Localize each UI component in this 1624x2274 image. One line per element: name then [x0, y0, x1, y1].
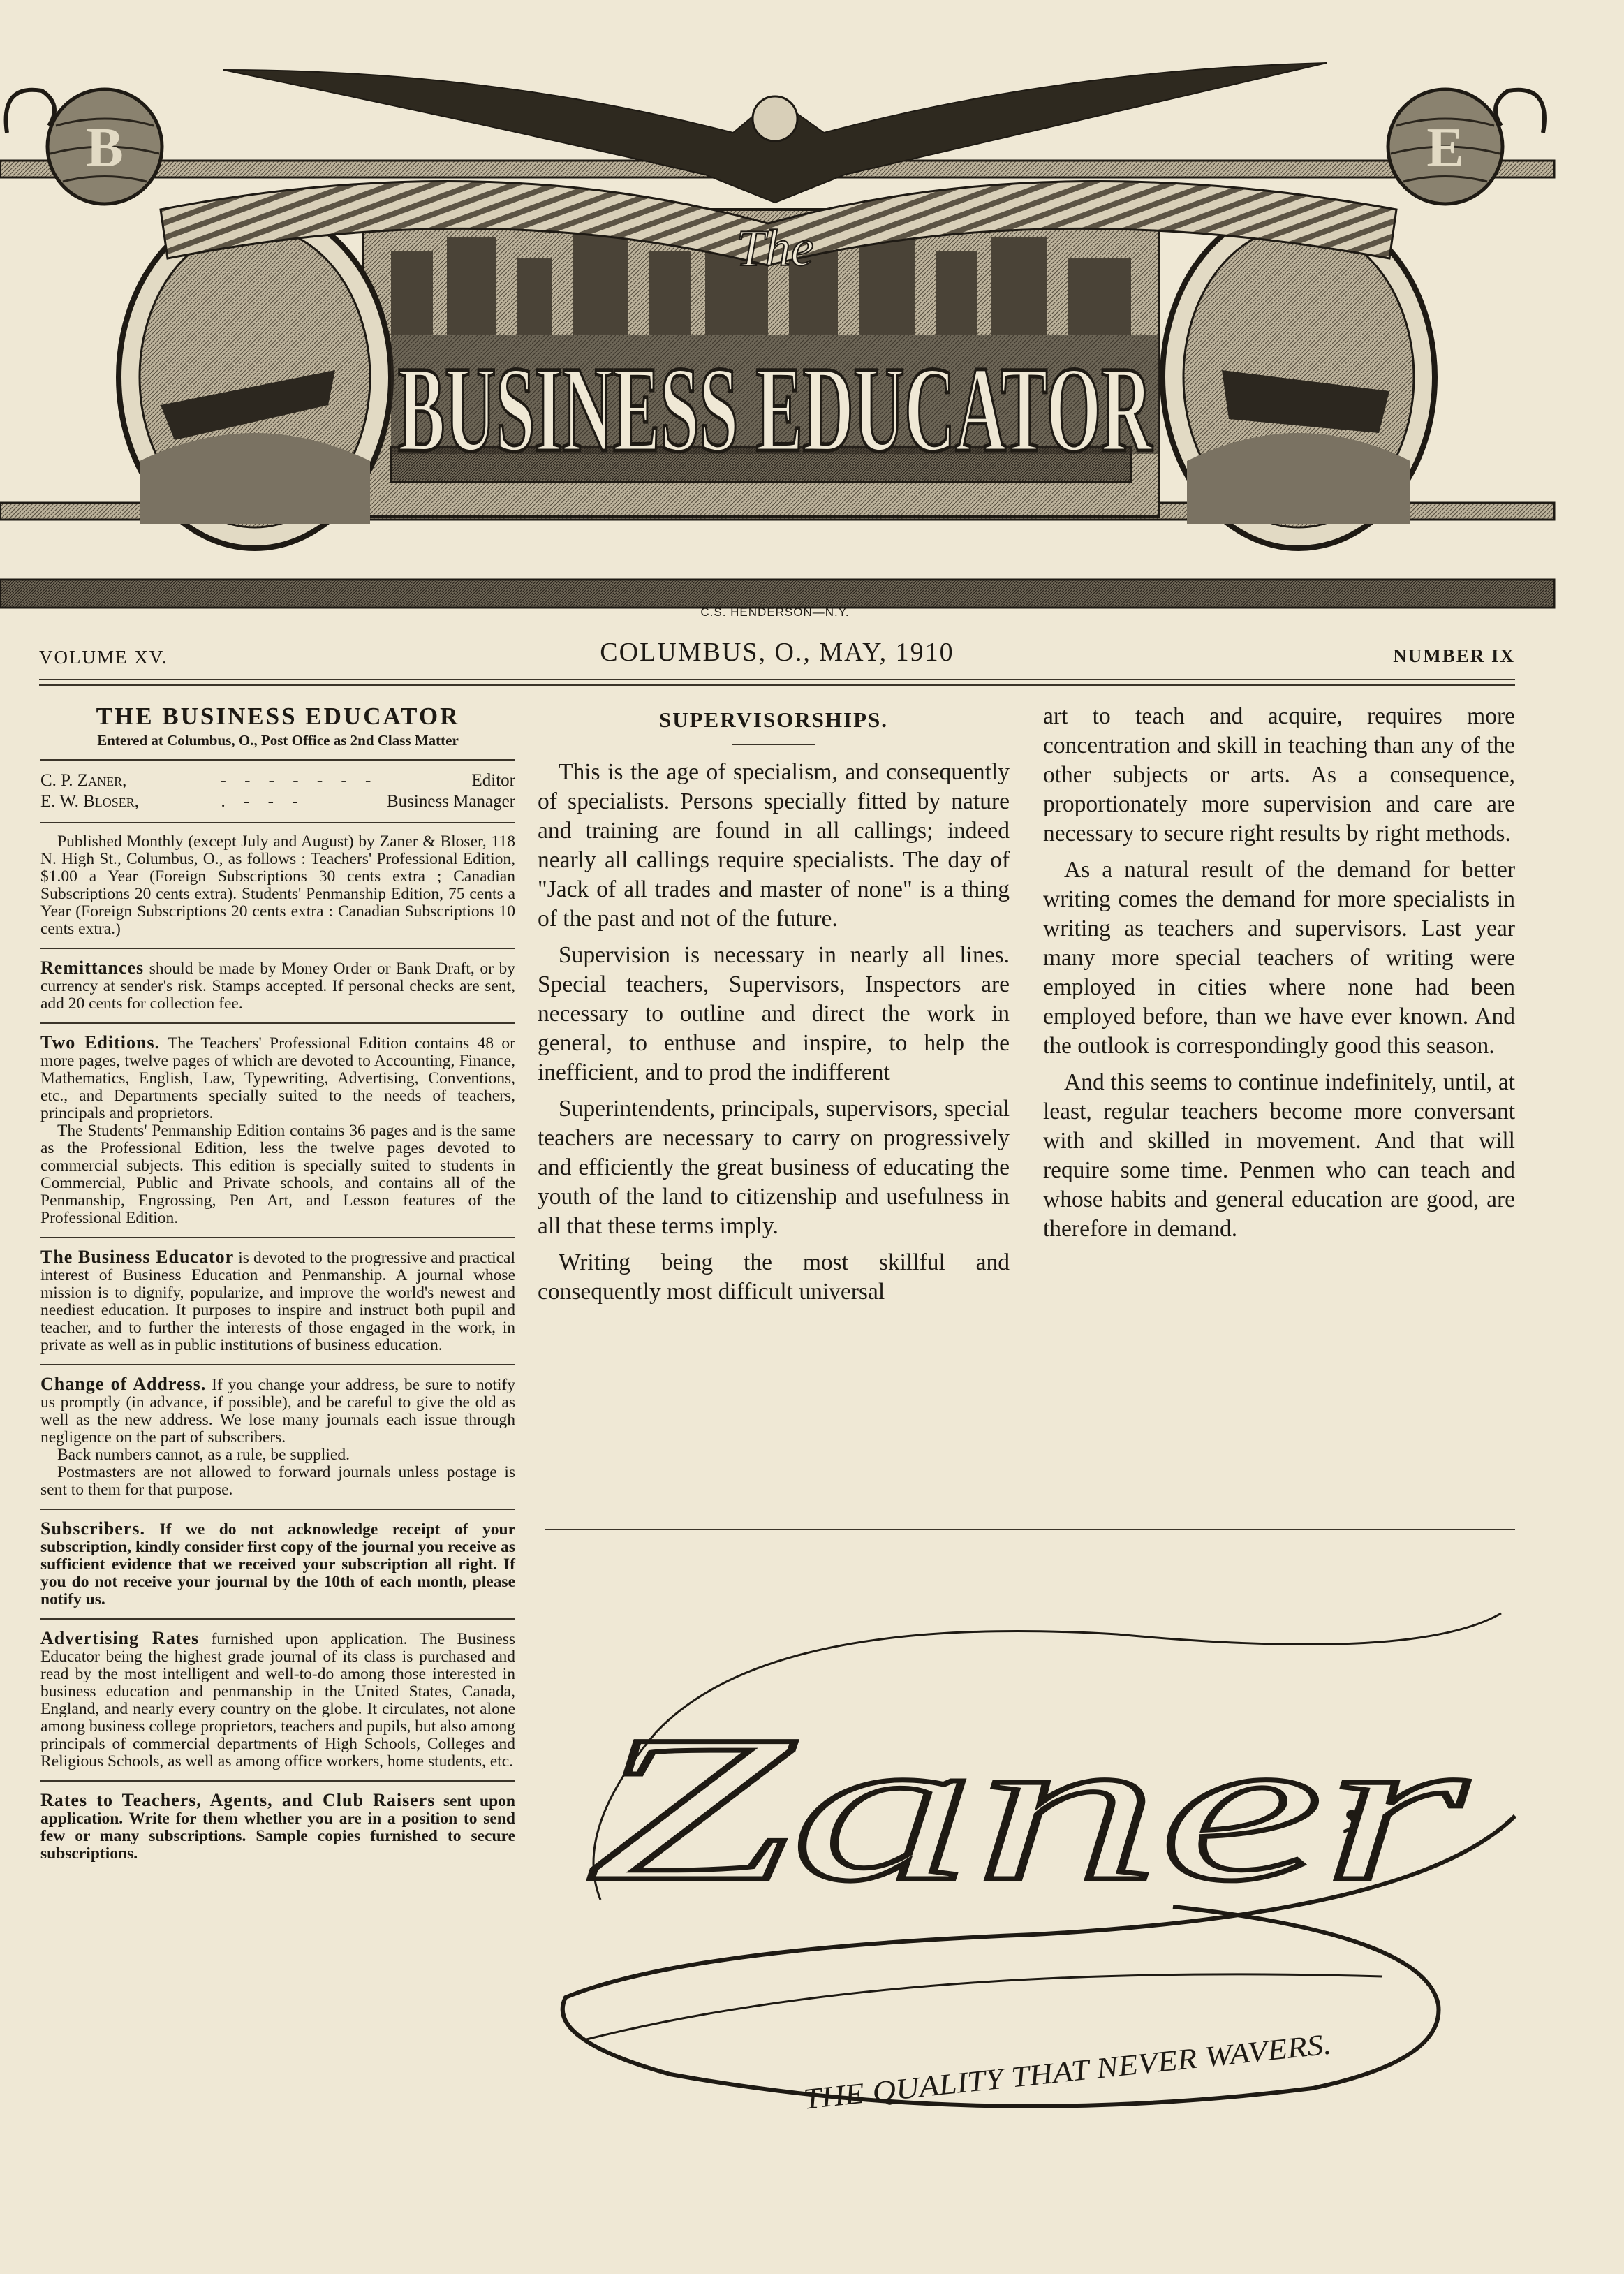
editions-note [40, 1034, 515, 1227]
divider [40, 1364, 515, 1365]
divider [40, 1780, 515, 1782]
masthead-the: The [736, 220, 814, 277]
editions-lead: Two Editions. [40, 1032, 161, 1052]
article-heading: SUPERVISORSHIPS. [658, 707, 889, 732]
heading-rule [732, 744, 815, 745]
subscribers-note [40, 1520, 515, 1608]
zaner-flourish [545, 1599, 1536, 2116]
article-paragraph: And this seems to continue indefinitely, until, at least, regular teachers become more conversant with and skilled in movement. And that will require some time. Penmen who can teach and whose habits and general education are good, are therefore in demand. [1043, 1069, 1515, 1242]
article-paragraph: Supervision is necessary in nearly all lines. Special teachers, Supervisors, Inspectors are necessary to outline and direct the work in general, to enthuse and inspire, to help the inefficient, and to prod the indifferent [538, 942, 1010, 1085]
staff-role: Business Manager [387, 792, 515, 811]
number-label: NUMBER IX [1393, 645, 1515, 666]
divider [40, 1509, 515, 1510]
sidebar-title: THE BUSINESS EDUCATOR [96, 703, 460, 730]
dateline [39, 637, 1515, 676]
rates-note [40, 1791, 515, 1863]
ad-slogan: THE QUALITY THAT NEVER WAVERS. [802, 2034, 1283, 2116]
article-paragraph: Superintendents, principals, supervisors, special teachers are necessary to carry on progressively and efficiently the great business of educating the youth of the land to citizenship and usefulness in all that these terms imply. [538, 1096, 1010, 1239]
devoted-lead: The Business Educator [40, 1247, 235, 1267]
devoted-note [40, 1248, 515, 1354]
staff-name: C. P. Zaner, [40, 771, 127, 790]
staff-name: E. W. Bloser, [40, 792, 140, 811]
base-plate [0, 580, 1554, 608]
masthead-title: BUSINESS EDUCATOR [398, 342, 1153, 478]
trailing-comma: , [1341, 1739, 1364, 1840]
address-note [40, 1375, 515, 1499]
article-paragraph: Writing being the most skillful and consequently most difficult universal [538, 1249, 1010, 1305]
leader-dots: . - - - [221, 792, 305, 811]
leader-dots: - - - - - - - [220, 771, 378, 790]
place-date: COLUMBUS, O., MAY, 1910 [600, 638, 954, 667]
remittances-lead: Remittances [40, 958, 145, 978]
globe-right-letter: E [1426, 117, 1464, 179]
subscribers-lead: Subscribers. [40, 1518, 145, 1539]
divider [40, 948, 515, 949]
dateline-rule-top [39, 679, 1515, 680]
divider [40, 1237, 515, 1238]
staff-role: Editor [471, 771, 515, 790]
staff-row-editor [40, 770, 515, 791]
masthead-engraving [0, 42, 1554, 619]
article-paragraph: This is the age of specialism, and consequently of specialists. Persons specially fitted by nature and training are found in all callings; indeed nearly all callings require specialists. The day of "Jack of all trades and master of none" is a thing of the past and not of the future. [538, 759, 1010, 932]
editions-text-2: The Students' Penmanship Edition contains 36 pages and is the same as the Professional Edition, less the twelve pages devoted to commercial subjects. This edition is specially suited to students in Commercial, Public and Private schools, and contains all of the Penmanship, Engrossing, Pen Art, and Lesson features of the Professional Edition. [40, 1122, 515, 1227]
remittances-note [40, 959, 515, 1013]
staff-row-manager [40, 791, 515, 812]
rates-text: sent upon application. Write for them whether you are in a position to send few or many subscriptions. Sample copies furnished to secure subscriptions. [40, 1792, 515, 1863]
rates-lead: Rates to Teachers, Agents, and Club Raisers [40, 1790, 436, 1810]
divider [40, 822, 515, 823]
divider [40, 1022, 515, 1024]
globe-left-letter: B [86, 117, 124, 179]
advertising-note [40, 1629, 515, 1770]
address-text-2: Back numbers cannot, as a rule, be supplied. [57, 1446, 350, 1464]
article-column-1 [538, 702, 1010, 1314]
globe-left-icon [47, 89, 162, 204]
divider [40, 1618, 515, 1620]
advertising-lead: Advertising Rates [40, 1628, 200, 1648]
address-text: If you change your address, be sure to notify us promptly (in advance, if possible), and be careful to give the old as well as the new address. We lose many journals each issue through negligence on the part of subscribers. [40, 1376, 516, 1446]
zaner-script-logo: Zaner [586, 1692, 1473, 1924]
article-paragraph: art to teach and acquire, requires more concentration and skill in teaching than any of the other subjects or arts. As a consequence, proportionately more supervision and care are necessary to secure right results by right methods. [1043, 703, 1515, 846]
address-text-3: Postmasters are not allowed to forward journals unless postage is sent to them for that purpose. [40, 1463, 515, 1499]
engraver-credit: C.S. HENDERSON—N.Y. [700, 606, 850, 619]
masthead-sidebar [40, 702, 515, 1863]
entered-note: Entered at Columbus, O., Post Office as 2nd Class Matter [97, 732, 459, 749]
article-paragraph: As a natural result of the demand for better writing comes the demand for more specialists in writing as teachers and supervisors. Last year many more special teachers of writing were employed in cities where none had been employed before, than we have ever known. And the outlook is correspondingly good this season. [1043, 857, 1515, 1059]
subscribers-text: If we do not acknowledge receipt of your subscription, kindly consider first copy of the journal you receive as sufficient evidence that we received your subscription all right. If you do not receive your journal by the 10th of each month, please notify us. [40, 1520, 516, 1608]
volume-label: VOLUME XV. [39, 647, 168, 668]
editions-text: The Teachers' Professional Edition contains 48 or more pages, twelve pages of which are devoted to Accounting, Finance, Mathematics, English, Law, Typewriting, Advertising, Conventions, etc., and Departments specially suited to the needs of teachers, principals and proprietors. [40, 1034, 515, 1122]
published-text: Published Monthly (except July and August) by Zaner & Bloser, 118 N. High St., Columbus, O., as follows : Teachers' Professional Edition, $1.00 a Year (Foreign Subscriptions 30 cents extra ; Canadian Subscriptions 20 cents extra). Students' Penmanship Edition, 75 cents a Year (Foreign Subscriptions 20 cents extra : Canadian Subscriptions 10 cents extra.) [40, 832, 515, 938]
globe-right-icon [1388, 89, 1503, 204]
masthead [0, 42, 1554, 619]
remittances-text: should be made by Money Order or Bank Draft, or by currency at sender's risk. Stamps accepted. If personal checks are sent, add 20 cents for collection fee. [40, 960, 515, 1013]
devoted-text: is devoted to the progressive and practical interest of Business Education and Penmanship. A journal whose mission is to dignify, popularize, and improve the world's newest and neediest education. It purposes to inspire and instruct both pupil and teacher, and to further the interests of those engaged in the work, in private as well as in public institutions of business education. [40, 1249, 515, 1354]
address-lead: Change of Address. [40, 1374, 207, 1394]
advertising-text: furnished upon application. The Business Educator being the highest grade journal of its class is purchased and read by the most intelligent and well-to-do among those interested in business education and penmanship in the United States, Canada, England, and nearly every country on the globe. It circulates, not alone among business college proprietors, teachers and pupils, but also among principals of commercial departments of High Schools, Colleges and Religious Schools, as well as among office workers, home students, etc. [40, 1630, 516, 1770]
article-column-2 [1043, 702, 1515, 1251]
divider [40, 759, 515, 761]
dateline-rule-bottom [39, 684, 1515, 686]
published-note [40, 833, 515, 938]
article-end-rule [545, 1529, 1515, 1530]
zaner-advertisement [545, 1599, 1536, 2116]
